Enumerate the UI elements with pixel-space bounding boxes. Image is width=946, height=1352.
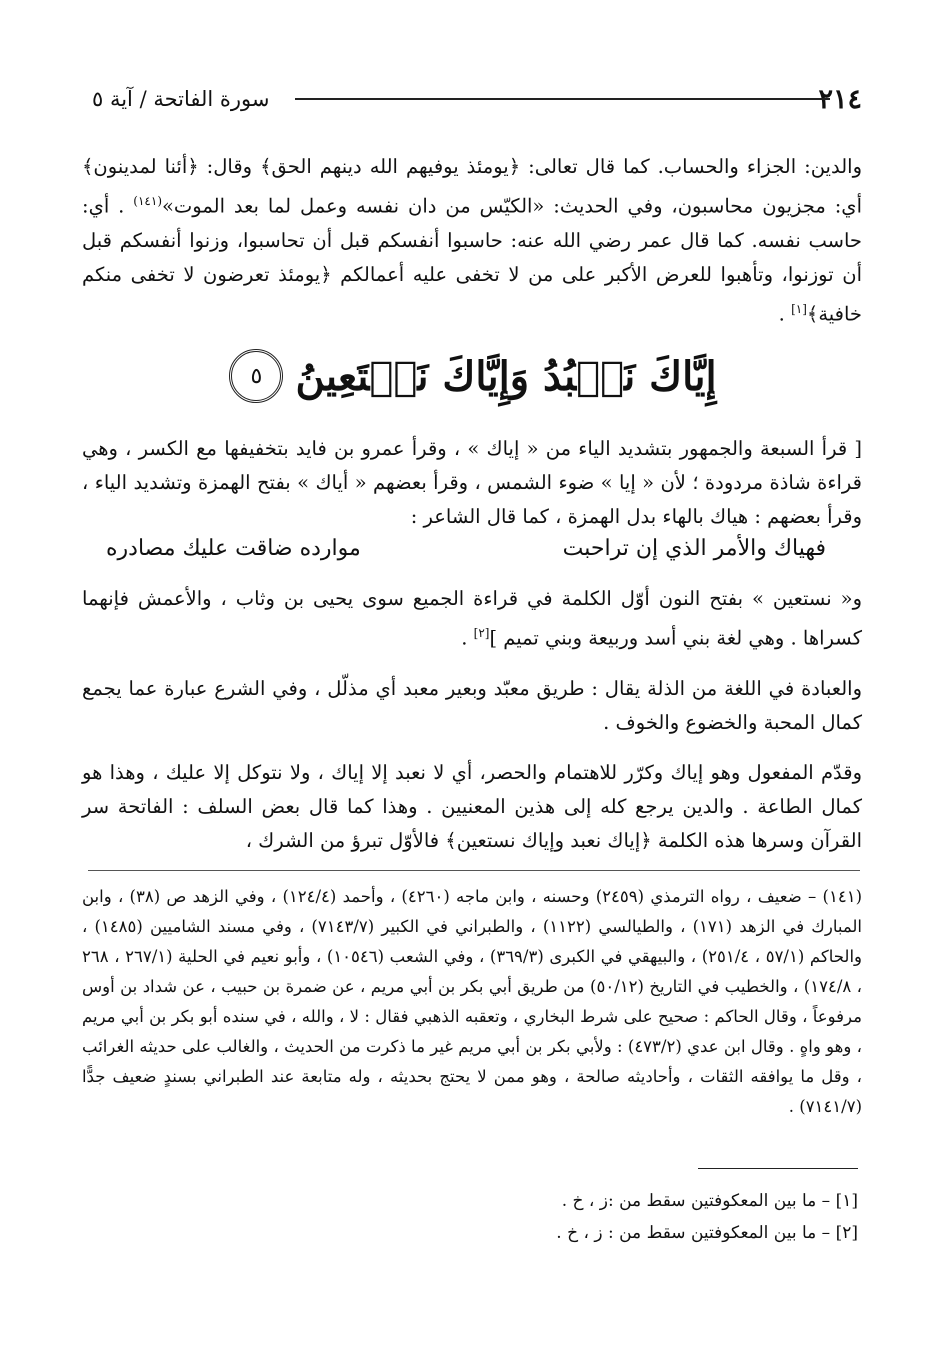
surah-label: سورة الفاتحة / آية ٥ [92, 87, 270, 111]
poem-hemistich-right: فهياك والأمر الذي إن تراحبت [562, 536, 826, 561]
paragraph-text: . أي: حاسب نفسه. كما قال عمر رضي الله عنه: حاسبوا أنفسكم قبل أن تحاسبوا، وزنوا أنفسكم قبل أن توزنوا، وتأهبوا للعرض الأكبر على من لا تخفى عليه أعمالكم ﴿يومئذ تعرضون لا تخفى منكم خافية﴾ [82, 194, 862, 325]
note-marker: [٢] [473, 626, 490, 640]
poem-verse [106, 536, 826, 561]
note-2: [٢] – ما بين المعكوفتين سقط من : ز ، خ . [556, 1223, 858, 1243]
verse-text: إِيَّاكَ نَعۡبُدُ وَإِيَّاكَ نَسۡتَعِينُ [295, 352, 717, 400]
footnote-141: (١٤١) – ضعيف ، رواه الترمذي (٢٤٥٩) وحسنه ، وابن ماجه (٤٢٦٠) ، وأحمد (١٢٤/٤) ، وفي الزهد ص (٣٨) ، وابن المبارك في الزهد (١٧١) ، والطيالسي (١١٢٢) ، والطبراني في الكبير (٧١٤٣/٧) ، وفي مسند الشاميين (١٤٨٥) ، والحاكم (٥٧/١ ، ٢٥١/٤) ، والبيهقي في الكبرى (٣٦٩/٣) ، وفي الشعب (١٠٥٤٦) ، وأبو نعيم في الحلية (٢٦٧/١ ، ٢٦٨ ، ١٧٤/٨) ، والخطيب في التاريخ (٥٠/١٢) من طريق أبي بكر بن أبي مريم ، عن ضمرة بن حبيب ، عن شداد بن أوس مرفوعاً ، وقال الحاكم : صحيح على شرط البخاري ، وتعقبه الذهبي فقال : لا ، والله ، في سنده أبو بكر بن أبي مريم ، وهو واهٍ . وقال ابن عدي (٤٧٣/٢) : ولأبي بكر بن أبي مريم غير ما ذكرت من الحديث ، والغالب على حديثه الغرائب ، وقل ما يوافقه الثقات ، وأحاديثه صالحة ، وهو ممن لا يحتج بحديثه ، وله متابعة عند الطبراني بسندٍ ضعيف جدًّا (٧١٤١/٧) . [82, 887, 863, 1116]
quran-verse [0, 338, 946, 414]
paragraph-ibada: والعبادة في اللغة من الذلة يقال : طريق معبّد وبعير معبد أي مذلّل ، وفي الشرع عبارة عما يجمع كمال المحبة والخضوع والخوف . [82, 677, 862, 734]
ayah-number-marker: ٥ [229, 349, 283, 403]
notes-separator [698, 1168, 858, 1169]
paragraph-tafsir-din: والدين: الجزاء والحساب. كما قال تعالى: ﴿يومئذ يوفيهم الله دينهم الحق﴾ وقال: ﴿أئنا لمدينون﴾ أي: مجزيون محاسبون، وفي الحديث: «الكيّس من دان نفسه وعمل لما بعد الموت»$^{(١٤١)}$ . أي: حاسب نفسه. كما قال عمر رضي الله عنه: حاسبوا أنفسكم قبل أن تحاسبوا، وزنوا أنفسكم قبل أن توزنوا، وتأهبوا للعرض الأكبر على من لا تخفى عليه أعمالكم ﴿يومئذ تعرضون لا تخفى منكم خافية﴾[١] . [82, 155, 862, 325]
header-rule [295, 98, 830, 100]
note-marker: [١] [791, 301, 807, 316]
paragraph-text: والدين: الجزاء والحساب. كما قال تعالى: ﴿يومئذ يوفيهم الله دينهم الحق﴾ وقال: ﴿أئنا لمدينون﴾ أي: مجزيون محاسبون، وفي الحديث: «الكيّس من دان نفسه وعمل لما بعد الموت» [82, 155, 862, 218]
paragraph-taqdim: وقدّم المفعول وهو إياك وكرّر للاهتمام والحصر، أي لا نعبد إلا إياك ، ولا نتوكل إلا عليك ، وهذا هو كمال الطاعة . والدين يرجع كله إلى هذين المعنيين . وهذا كما قال بعض السلف : الفاتحة سر القرآن وسرها هذه الكلمة ﴿إياك نعبد وإياك نستعين﴾ فالأوّل تبرؤ من الشرك ، [82, 761, 862, 852]
paragraph-nastain: و« نستعين » بفتح النون أوّل الكلمة في قراءة الجميع سوى يحيى بن وثاب ، والأعمش فإنهما كسراها . وهي لغة بني أسد وربيعة وبني تميم ][٢] . [82, 587, 862, 650]
paragraph-qiraat: [ قرأ السبعة والجمهور بتشديد الياء من « إياك » ، وقرأ عمرو بن فايد بتخفيفها مع الكسر ، وهي قراءة شاذة مردودة ؛ لأن « إيا » ضوء الشمس ، وقرأ بعضهم « أياك » بفتح الهمزة وتشديد الياء ، وقرأ بعضهم : هياك بالهاء بدل الهمزة ، كما قال الشاعر : [82, 437, 862, 528]
footnote-separator [88, 870, 860, 871]
page-number: ٢١٤ [818, 83, 862, 115]
poem-hemistich-left: موارده ضاقت عليك مصادره [106, 536, 361, 561]
note-1: [١] – ما بين المعكوفتين سقط من :ز ، خ . [561, 1191, 858, 1211]
footnote-marker: (١٤١) [133, 194, 162, 208]
